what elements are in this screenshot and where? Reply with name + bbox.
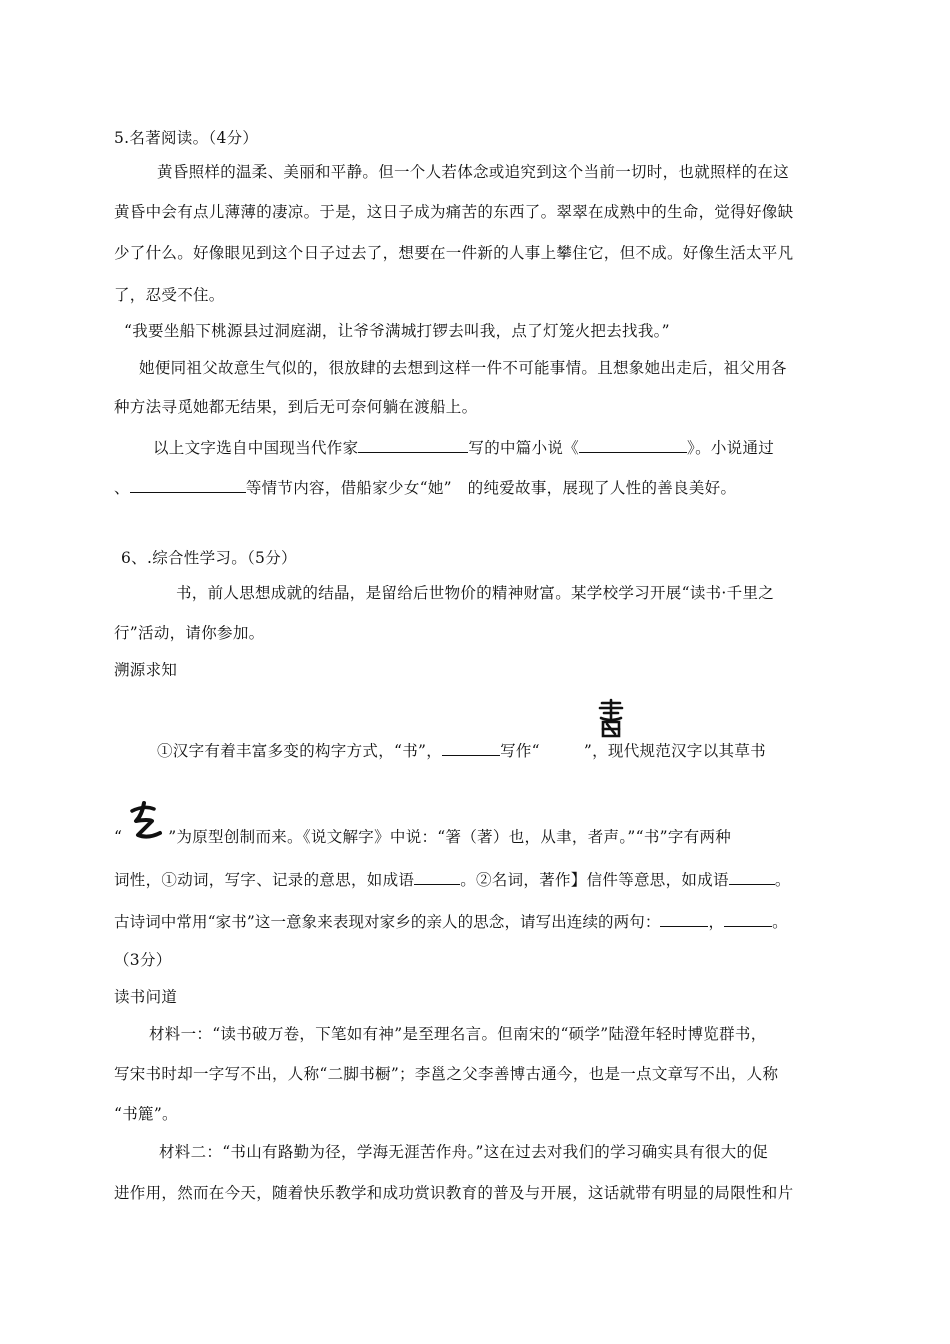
q5-question-line — [114, 477, 736, 499]
answer-blank-script[interactable] — [442, 740, 500, 756]
q6-item-text: 。 — [774, 871, 791, 889]
answer-blank-idiom-1[interactable] — [414, 869, 460, 885]
q6-item-text: ， — [708, 913, 725, 931]
q5-passage-line: 她便同祖父故意生气似的，很放肆的去想到这样一件不可能事情。且想象她出走后，祖父用各 — [139, 359, 787, 377]
q5-passage-line: 黄昏照样的温柔、美丽和平静。但一个人若体念或追究到这个当前一切时，也就照样的在这 — [157, 163, 790, 181]
seal-script-glyph — [596, 698, 626, 742]
q6-heading: 6、.综合性学习。（5分） — [121, 549, 297, 567]
q6-item-line — [157, 740, 766, 762]
q6-item-text: 。 — [772, 913, 788, 931]
q5-passage-line: 了，忍受不住。 — [114, 286, 225, 304]
q6-material-line: “书簏”。 — [114, 1105, 178, 1123]
q5-question-text: 等情节内容，借船家少女“她” 的纯爱故事，展现了人性的善良美好。 — [245, 479, 737, 497]
q6-item-text: “ — [114, 828, 123, 846]
answer-blank-author[interactable] — [358, 437, 468, 453]
q6-material-line: 写宋书时却一字写不出，人称“二脚书橱”；李邕之父李善博古通今，也是一点文章写不出，人称 — [114, 1065, 779, 1083]
q6-intro-line: 行”活动，请你参加。 — [114, 624, 265, 642]
q6-item-line — [114, 911, 788, 933]
q6-item-text: 词性，①动词，写字、记录的意思，如成语 — [114, 871, 415, 889]
q6-material-line: 材料一：“读书破万卷，下笔如有神”是至理名言。但南宋的“硕学”陆澄年轻时博览群书， — [149, 1025, 767, 1043]
q6-item-text: ”为原型创制而来。《说文解字》中说：“箸（著）也，从聿，者声。”“书”字有两种 — [168, 828, 732, 846]
answer-blank-poem-1[interactable] — [660, 911, 708, 927]
cursive-script-glyph — [122, 827, 168, 849]
q5-quote-line: “我要坐船下桃源县过洞庭湖，让爷爷满城打锣去叫我，点了灯笼火把去找我。” — [124, 322, 670, 340]
q6-item-text: 。②名词，著作】信件等意思，如成语 — [460, 871, 729, 889]
q6-subheading: 读书问道 — [114, 988, 178, 1006]
q6-item-text: ①汉字有着丰富多变的构字方式，“书”， — [157, 742, 443, 760]
answer-blank-poem-2[interactable] — [724, 911, 772, 927]
q5-passage-line: 种方法寻觅她都无结果，到后无可奈何躺在渡船上。 — [114, 398, 478, 416]
q6-intro-line: 书，前人思想成就的结晶，是留给后世物价的精神财富。某学校学习开展“读书·千里之 — [176, 584, 775, 602]
q6-material-line: 进作用，然而在今天，随着快乐教学和成功赏识教育的普及与开展，这话就带有明显的局限性和片 — [114, 1184, 794, 1202]
answer-blank-idiom-2[interactable] — [729, 869, 775, 885]
q5-question-text: 》。小说通过 — [687, 439, 775, 457]
q5-heading: 5.名著阅读。（4分） — [114, 129, 259, 147]
q5-passage-line: 少了什么。好像眼见到这个日子过去了，想要在一件新的人事上攀住它，但不成。好像生活太平凡 — [114, 244, 794, 262]
q5-question-text: 写的中篇小说《 — [468, 439, 580, 457]
answer-blank-title[interactable] — [579, 437, 687, 453]
answer-blank-plot[interactable] — [130, 477, 246, 493]
q6-item-line — [114, 826, 731, 849]
q6-item-text: 古诗词中常用“家书”这一意象来表现对家乡的亲人的思念，请写出连续的两句： — [114, 913, 661, 931]
q6-item-line — [114, 869, 791, 891]
q6-item-text: 写作“ — [500, 742, 540, 760]
q6-item-text: ”，现代规范汉字以其草书 — [583, 742, 766, 760]
q5-passage-line: 黄昏中会有点儿薄薄的凄凉。于是，这日子成为痛苦的东西了。翠翠在成熟中的生命，觉得好像缺 — [114, 203, 794, 221]
q5-question-line — [153, 437, 774, 459]
q6-subheading: 溯源求知 — [114, 661, 178, 679]
q5-question-text: 、 — [114, 479, 130, 497]
q6-material-line: 材料二：“书山有路勤为径，学海无涯苦作舟。”这在过去对我们的学习确实具有很大的促 — [159, 1143, 769, 1161]
q5-question-text: 以上文字选自中国现当代作家 — [153, 439, 359, 457]
q6-score: （3分） — [114, 951, 172, 969]
